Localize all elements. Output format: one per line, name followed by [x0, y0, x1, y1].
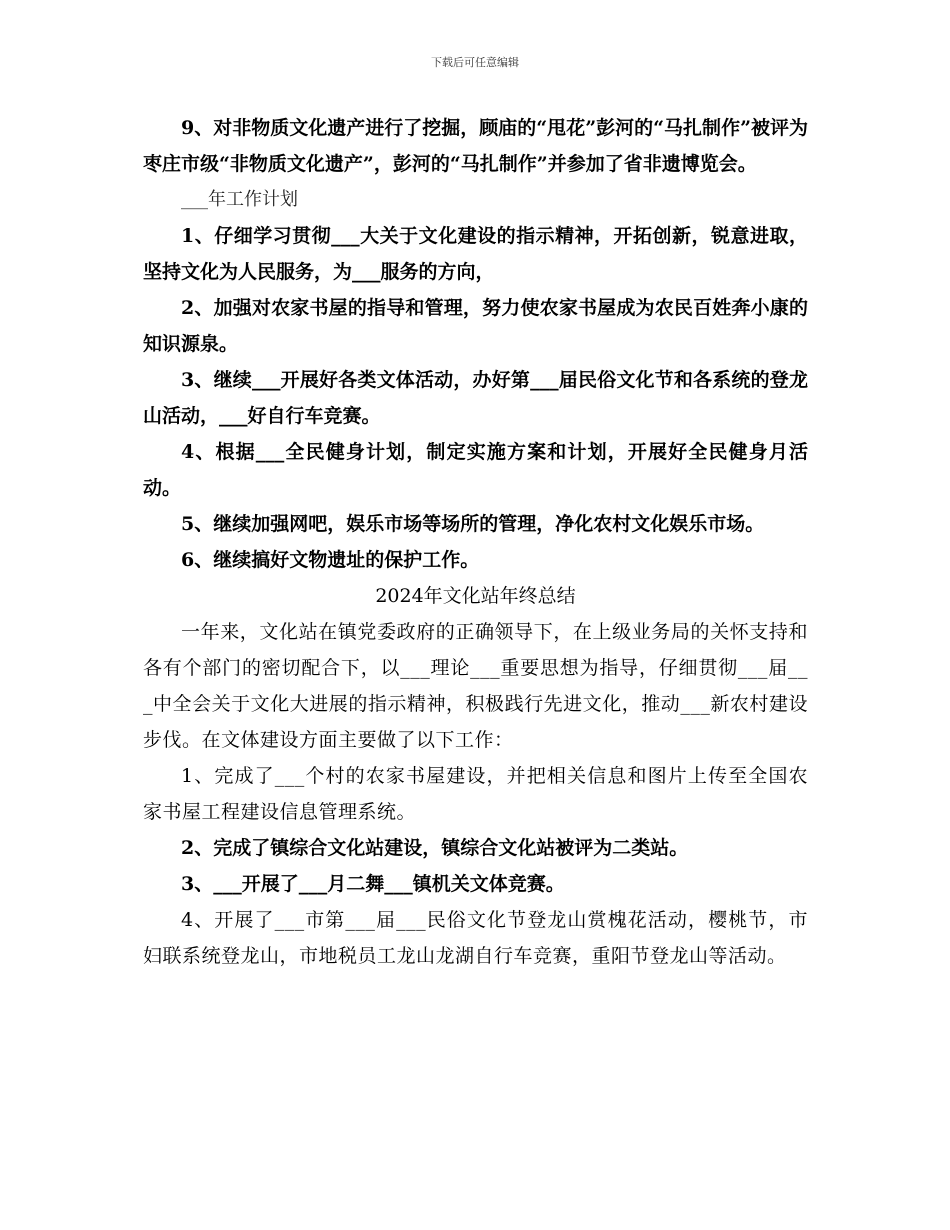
plan-item-2: 2、加强对农家书屋的指导和管理，努力使农家书屋成为农民百姓奔小康的知识源泉。	[143, 297, 808, 355]
plan-heading: ___年工作计划	[181, 189, 298, 210]
page-header: 下载后可任意编辑	[431, 56, 519, 69]
plan-item-6: 6、继续搞好文物遗址的保护工作。	[181, 549, 480, 571]
plan-item-3: 3、继续___开展好各类文体活动，办好第___届民俗文化节和各系统的登龙山活动，___好自行车竞赛。	[143, 369, 808, 427]
plan-item-4: 4、根据___全民健身计划，制定实施方案和计划，开展好全民健身月活动。	[143, 441, 808, 499]
document-title: 2024年文化站年终总结	[375, 585, 576, 607]
summary-item-2: 2、完成了镇综合文化站建设，镇综合文化站被评为二类站。	[181, 837, 689, 859]
summary-item-4: 4、开展了___市第___届___民俗文化节登龙山赏槐花活动，樱桃节，市妇联系统登龙山，市地税员工龙山龙湖自行车竞赛，重阳节登龙山等活动。	[143, 909, 808, 967]
summary-item-1: 1、完成了___个村的农家书屋建设，并把相关信息和图片上传至全国农家书屋工程建设信息管理系统。	[143, 765, 808, 823]
plan-item-1: 1、仔细学习贯彻___大关于文化建设的指示精神，开拓创新，锐意进取，坚持文化为人民服务，为___服务的方向，	[143, 225, 808, 283]
summary-item-3: 3、___开展了___月二舞___镇机关文体竞赛。	[181, 873, 565, 895]
paragraph-item-9: 9、对非物质文化遗产进行了挖掘，顾庙的“甩花”彭河的“马扎制作”被评为枣庄市级“非物质文化遗产”，彭河的“马扎制作”并参加了省非遗博览会。	[143, 117, 808, 175]
plan-item-5: 5、继续加强网吧，娱乐市场等场所的管理，净化农村文化娱乐市场。	[181, 513, 765, 535]
intro-paragraph: 一年来，文化站在镇党委政府的正确领导下，在上级业务局的关怀支持和各有个部门的密切配合下，以___理论___重要思想为指导，仔细贯彻___届___中全会关于文化大进展的指示精神，积极践行先进文化，推动___新农村建设步伐。在文体建设方面主要做了以下工作：	[143, 621, 808, 751]
document-body	[143, 110, 808, 974]
